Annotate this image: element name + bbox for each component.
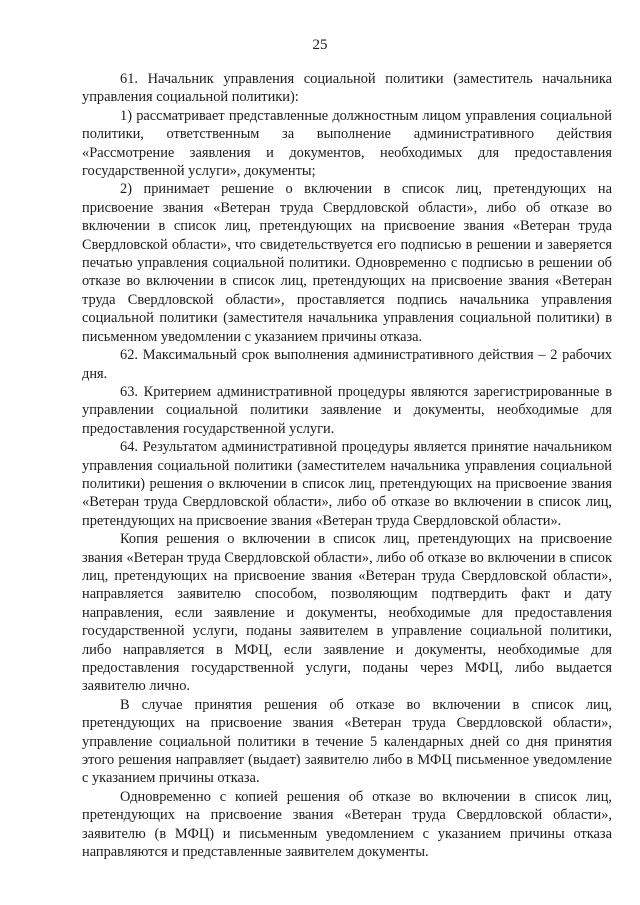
paragraph-61-item-1: 1) рассматривает представленные должностным лицом управления социальной политики, ответственным за выполнение административного действия «Рассмотрение заявления и документов, необходимых для предоставления государственной услуги», документы; [82, 107, 612, 180]
paragraph-61-intro: 61. Начальник управления социальной политики (заместитель начальника управления социальной политики): [82, 71, 612, 106]
paragraph-63: 63. Критерием административной процедуры являются зарегистрированные в управлении социальной политики заявление и документы, необходимые для предоставления государственной услуги. [82, 383, 612, 437]
paragraph-61-item-2: 2) принимает решение о включении в список лиц, претендующих на присвоение звания «Ветеран труда Свердловской области», либо об отказе во включении в список лиц, претендующих на присвоение звания «Ветеран труда Свердловской области», что свидетельствуется его подписью в решении и заверяется печатью управления социальной политики. Одновременно с подписью в решении об отказе во включении в список лиц, претендующих на присвоение звания «Ветеран труда Свердловской области», проставляется подпись начальника управления социальной политики (заместителя начальника управления социальной политики) в письменном уведомлении с указанием причины отказа. [82, 181, 612, 345]
paragraph-decision-copy: Копия решения о включении в список лиц, претендующих на присвоение звания «Ветеран труда Свердловской области», либо об отказе во включении в список лиц, претендующих на присвоение звания «Ветеран труда Свердловской области», направляется заявителю способом, позволяющим подтвердить факт и дату направления, если заявление и документы, необходимые для предоставления государственной услуги, поданы заявителем в управление социальной политики, либо направляется в МФЦ, если заявление и документы, необходимые для предоставления государственной услуги, поданы через МФЦ, либо выдается заявителю лично. [82, 531, 612, 695]
document-body [82, 70, 612, 861]
page-number: 25 [312, 37, 328, 53]
paragraph-64: 64. Результатом административной процедуры является принятие начальником управления социальной политики (заместителем начальника управления социальной политики) решения о включении в список лиц, претендующих на присвоение звания «Ветеран труда Свердловской области», либо об отказе во включении в список лиц, претендующих на присвоение звания «Ветеран труда Свердловской области». [82, 439, 612, 529]
paragraph-62: 62. Максимальный срок выполнения административного действия – 2 рабочих дня. [82, 347, 612, 382]
paragraph-documents-return: Одновременно с копией решения об отказе во включении в список лиц, претендующих на присвоение звания «Ветеран труда Свердловской области», заявителю (в МФЦ) и письменным уведомлением с указанием причины отказа направляются и представленные заявителем документы. [82, 788, 612, 861]
paragraph-refusal-notice: В случае принятия решения об отказе во включении в список лиц, претендующих на присвоение звания «Ветеран труда Свердловской области», управление социальной политики в течение 5 календарных дней со дня принятия этого решения направляет (выдает) заявителю либо в МФЦ письменное уведомление с указанием причины отказа. [82, 696, 612, 787]
